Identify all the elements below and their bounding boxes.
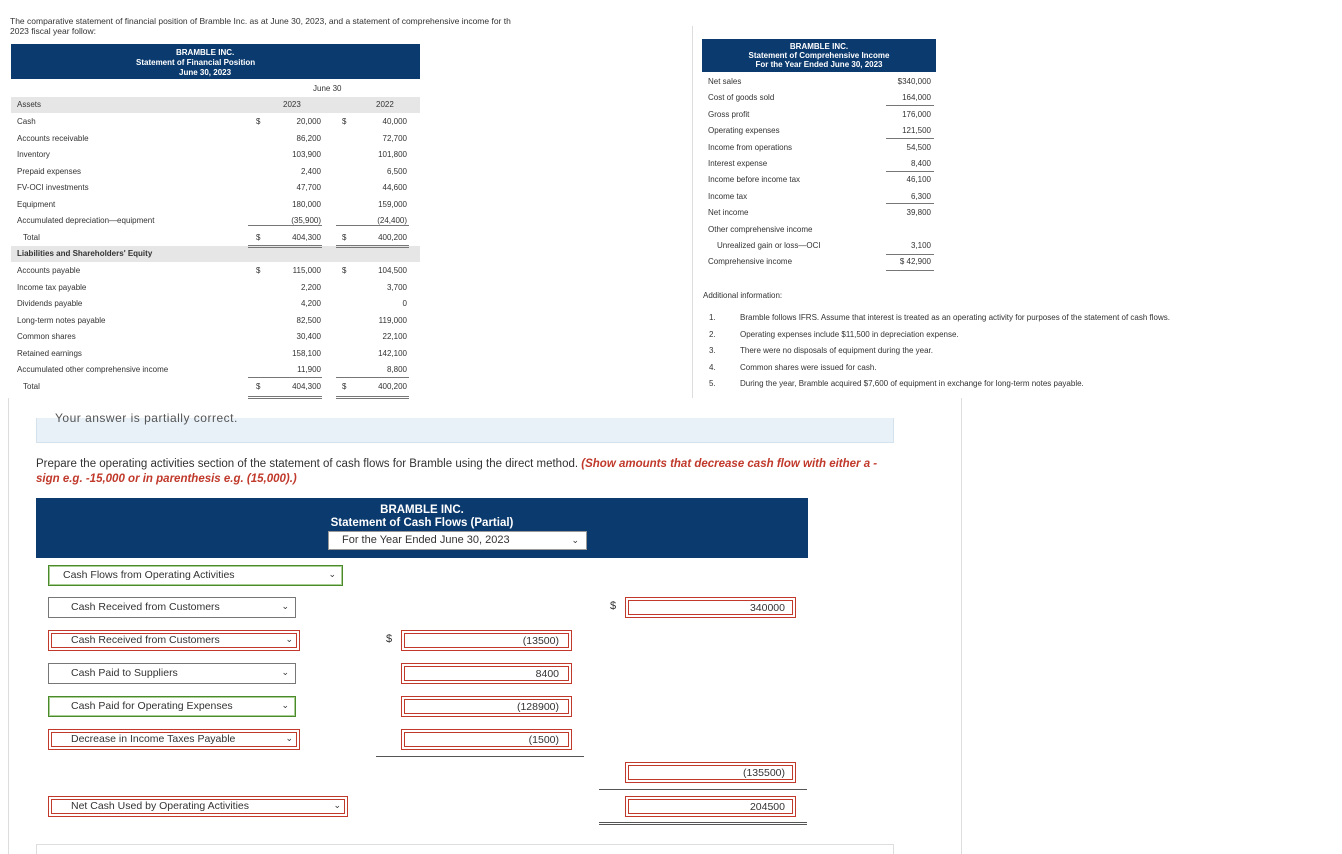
chevron-down-icon: ⌄ [281,667,289,677]
dollar-sign: $ [256,232,261,242]
assets-row [11,180,420,196]
assets-row [11,164,420,180]
divider [692,26,693,398]
item-number: 4. [709,362,716,372]
dollar-sign: $ [342,117,347,126]
item-number: 5. [709,379,716,388]
income-value: 164,000 [902,93,931,103]
value-2022: 400,200 [378,232,407,242]
value-2022: 159,000 [378,199,407,209]
cf-title: Statement of Cash Flows (Partial) [330,517,514,529]
divider [961,398,962,854]
row-label: Retained earnings [17,348,82,358]
assets-row [11,131,420,147]
column-rule [248,396,322,399]
fp-liab-heading: Liabilities and Shareholders' Equity [17,249,153,258]
row-label: Accounts receivable [17,133,89,143]
income-label: Net income [708,208,749,218]
income-row [702,205,936,221]
value-2022: 142,100 [378,348,407,358]
row1-amount-input[interactable]: 340000 [625,597,796,618]
is-period: For the Year Ended June 30, 2023 [755,60,883,69]
is-title: Statement of Comprehensive Income [748,51,890,60]
income-row [702,254,936,270]
value-2023: 82,500 [296,315,321,325]
value-2023: 30,400 [296,332,321,341]
chevron-down-icon: ⌄ [281,601,289,611]
row-label: Inventory [17,150,50,159]
liabilities-row [11,280,420,296]
total-rule [599,789,807,790]
is-company: BRAMBLE INC. [789,42,849,51]
dollar-sign: $ [342,266,347,275]
income-label: Unrealized gain or loss—OCI [717,241,821,250]
value-2023: 20,000 [296,117,321,126]
item-text: Operating expenses include $11,500 in depreciation expense. [740,329,959,339]
income-label: Income before income tax [708,175,801,185]
next-section-card [36,844,894,854]
value-2023: 4,200 [300,299,321,308]
instructions [36,457,896,487]
fp-col2: 2022 [376,100,394,109]
liabilities-row [11,379,420,395]
cf-company: BRAMBLE INC. [380,504,464,516]
total-double-rule [599,822,807,825]
column-rule [336,225,409,226]
income-value: 121,500 [902,126,931,136]
value-2023: (35,900) [291,216,321,225]
dollar-sign: $ [386,633,393,645]
liabilities-row [11,362,420,378]
column-rule [336,396,409,399]
item-number: 2. [709,329,716,339]
liabilities-row [11,329,420,345]
feedback-banner [36,411,894,443]
row2-dropdown[interactable] [48,630,300,651]
value-2023: 158,100 [292,348,321,358]
income-label: Net sales [708,77,742,86]
value-2023: 404,300 [292,232,321,242]
net-dropdown[interactable] [48,796,348,817]
item-text: There were no disposals of equipment during the year. [740,346,934,355]
value-2022: 44,600 [382,183,407,192]
column-rule [336,245,409,248]
value-2022: 6,500 [386,166,407,176]
fp-liab-heading-row [11,246,420,262]
value-2023: 2,200 [300,282,321,292]
instructions-main: Prepare the operating activities section of the statement of cash flows for Bramble using the direct method. [36,458,582,470]
income-row [702,156,936,172]
liabilities-row [11,346,420,362]
item-text: Bramble follows IFRS. Assume that interest is treated as an operating activity for purposes of the statement of cash flows. [740,313,1170,322]
value-2023: 404,300 [292,381,321,391]
income-value: 46,100 [906,175,931,185]
intro-line-1: The comparative statement of financial position of Bramble Inc. as at June 30, 2023, and a statement of comprehensive income for th [10,16,511,26]
row-label: Accumulated other comprehensive income [17,365,169,374]
column-rule [886,254,934,255]
chevron-down-icon: ⌄ [333,800,341,810]
value-2022: 22,100 [382,332,407,341]
instructions-emphasis: (Show amounts that decrease cash flow with either a - sign e.g. -15,000 or in parenthesis e.g. (15,000).) [36,458,878,485]
value-2022: 8,800 [386,365,407,374]
row2-amount-input[interactable]: (13500) [401,630,572,651]
chevron-down-icon: ⌄ [281,700,289,710]
income-label: Other comprehensive income [708,224,813,234]
chevron-down-icon: ⌄ [285,634,293,644]
assets-row [11,114,420,130]
additional-heading: Additional information: [703,291,783,300]
column-rule [886,270,934,271]
intro-line-2: 2023 fiscal year follow: [10,26,96,36]
liabilities-row [11,313,420,329]
income-row [702,107,936,123]
income-value: 6,300 [910,191,931,201]
income-label: Operating expenses [708,126,780,136]
row1-dropdown[interactable] [48,597,296,618]
column-rule [886,138,934,139]
value-2023: 103,900 [292,150,321,159]
subtotal-rule [376,756,584,757]
value-2023: 47,700 [296,183,321,192]
fin-position-header [11,44,420,79]
period-select-value: For the Year Ended June 30, 2023 [342,534,510,546]
column-rule [886,203,934,204]
value-2022: 400,200 [378,381,407,391]
column-rule [248,245,322,248]
row-label: Total [23,381,40,391]
column-rule [886,105,934,106]
feedback-text: Your answer is partially correct. [55,411,238,425]
value-2022: 3,700 [386,282,407,292]
item-number: 1. [709,313,716,322]
fp-assets-heading: Assets [17,100,42,109]
item-number: 3. [709,346,716,355]
row-label: Dividends payable [17,299,83,308]
row1-dropdown-value: Cash Received from Customers [71,601,220,613]
income-row [702,222,936,238]
item-text: During the year, Bramble acquired $7,600 of equipment in exchange for long-term notes payable. [740,379,1084,388]
row3-amount-input[interactable]: 8400 [401,663,572,684]
income-value: $ 42,900 [899,257,931,267]
section-dropdown-value: Cash Flows from Operating Activities [63,569,235,581]
problem-intro [10,16,690,36]
income-row [702,238,936,254]
value-2022: 40,000 [382,117,407,126]
value-2023: 2,400 [300,166,321,176]
section-dropdown[interactable] [48,565,343,586]
income-row [702,123,936,139]
row-label: Income tax payable [17,282,87,292]
value-2023: 115,000 [292,266,321,275]
dollar-sign: $ [610,600,617,612]
assets-row [11,147,420,163]
row-label: Accounts payable [17,266,81,275]
income-value: 8,400 [910,159,931,168]
income-label: Income tax [708,191,748,201]
value-2022: 0 [402,299,407,308]
income-row [702,140,936,156]
net-dropdown-value: Net Cash Used by Operating Activities [71,800,249,812]
assets-row [11,213,420,229]
income-row [702,172,936,188]
divider [8,398,9,854]
row-label: Common shares [17,332,76,341]
dollar-sign: $ [256,117,261,126]
income-value: 176,000 [902,109,931,119]
value-2022: 119,000 [378,315,407,325]
fp-company: BRAMBLE INC. [176,48,235,57]
row-label: Total [23,232,40,242]
value-2022: 104,500 [378,266,407,275]
value-2022: (24,400) [377,216,407,225]
chevron-down-icon: ⌄ [328,569,336,579]
income-row [702,74,936,90]
dollar-sign: $ [256,381,261,391]
liabilities-row [11,263,420,279]
subtotal-amount-input[interactable]: (135500) [625,762,796,783]
income-value: $340,000 [897,77,931,86]
net-amount-input[interactable]: 204500 [625,796,796,817]
value-2023: 180,000 [292,199,321,209]
income-label: Comprehensive income [708,257,793,267]
value-2023: 86,200 [296,133,321,143]
assets-row [11,197,420,213]
row-label: Equipment [17,199,56,209]
row-label: Accumulated depreciation—equipment [17,216,155,225]
chevron-down-icon: ⌄ [285,733,293,743]
income-value: 3,100 [910,241,931,250]
row-label: Long-term notes payable [17,315,106,325]
fp-period-header: June 30 [313,84,342,93]
row-label: FV-OCI investments [17,183,89,192]
row5-dropdown-value: Decrease in Income Taxes Payable [71,733,236,745]
value-2022: 72,700 [382,133,407,143]
value-2023: 11,900 [297,365,321,374]
income-label: Gross profit [708,109,750,119]
income-statement-header [702,39,936,72]
row4-amount-input[interactable]: (128900) [401,696,572,717]
row5-dropdown[interactable] [48,729,300,750]
assets-row [11,230,420,246]
dollar-sign: $ [342,381,347,391]
row3-dropdown-value: Cash Paid to Suppliers [71,667,178,679]
fp-title: Statement of Financial Position [136,58,256,67]
liabilities-row [11,296,420,312]
column-rule [248,377,322,378]
row4-dropdown[interactable] [48,696,296,717]
column-rule [336,377,409,378]
row-label: Cash [17,117,36,126]
income-value: 54,500 [906,142,931,152]
column-rule [886,171,934,172]
period-select[interactable] [328,531,587,550]
fp-col1: 2023 [283,100,301,109]
row4-dropdown-value: Cash Paid for Operating Expenses [71,700,233,712]
income-label: Cost of goods sold [708,93,775,103]
row3-dropdown[interactable] [48,663,296,684]
chevron-down-icon: ⌄ [571,535,579,545]
dollar-sign: $ [342,232,347,242]
income-row [702,90,936,106]
column-rule [248,225,322,226]
income-label: Income from operations [708,142,793,152]
item-text: Common shares were issued for cash. [740,362,877,372]
cash-flow-header [36,498,808,558]
fp-col-header-row [11,97,420,113]
fp-date: June 30, 2023 [179,68,232,77]
row-label: Prepaid expenses [17,166,82,176]
dollar-sign: $ [256,266,261,275]
value-2022: 101,800 [378,150,407,159]
income-label: Interest expense [708,159,768,168]
row2-dropdown-value: Cash Received from Customers [71,634,220,646]
income-value: 39,800 [906,208,931,218]
row5-amount-input[interactable]: (1500) [401,729,572,750]
